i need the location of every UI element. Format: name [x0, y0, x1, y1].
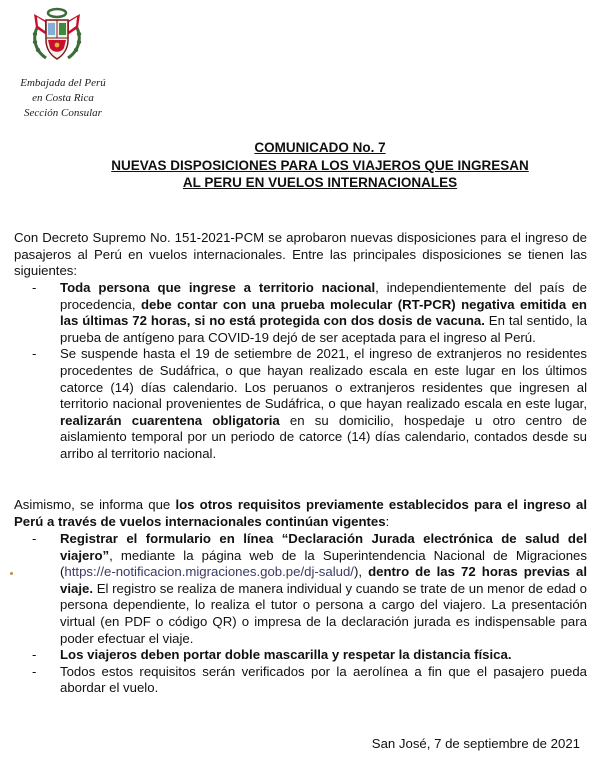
item-bold-text: Los viajeros deben portar doble mascarilla y respetar la distancia física. [60, 647, 512, 663]
bullet-dash: - [32, 531, 37, 546]
title-line-3: AL PERU EN VUELOS INTERNACIONALES [182, 175, 458, 190]
item-text: En tal sentido, la prueba de antígeno para COVID-19 dejó de ser aceptada para el ingreso al Perú. [60, 313, 587, 345]
item-text: ), [353, 564, 369, 580]
requirements-paragraph [14, 497, 587, 530]
intro-paragraph: Con Decreto Supremo No. 151-2021-PCM se aprobaron nuevas disposiciones para el ingreso de pasajeros al Perú en vuelos internacionales. Entre las principales disposiciones se tienen las siguientes: [14, 230, 587, 279]
embassy-line-1: Embajada del Perú [20, 77, 106, 89]
bullet-dash: - [32, 647, 37, 663]
signature-date: San José, 7 de septiembre de 2021 [371, 736, 580, 751]
item-text: Se suspende hasta el 19 de setiembre de 2021, el ingreso de extranjeros no residentes procedentes de Sudáfrica, o que hayan realizado escala en este lugar en los últimos catorce (14) días calendario. Los peruanos o extranjeros residentes que ingresen al territorio nacional provenientes de Sudáfrica, o que hayan realizado escala en este lugar, [60, 346, 587, 412]
list-item [28, 664, 587, 697]
embassy-line-3: Sección Consular [24, 107, 102, 119]
item-bold-text: Registrar el formulario en línea “Declaración Jurada electrónica de salud del viajero” [60, 531, 587, 563]
communique-number: COMUNICADO No. 7 [254, 140, 386, 155]
item-text: , independientemente del país de procedencia, [60, 280, 587, 312]
new-measures-list [28, 280, 587, 463]
item-text: en su domicilio, hospedaje u otro centro de aislamiento temporal por un periodo de catorce (14) días calendario, contados desde su arribo al territorio nacional. [60, 412, 587, 461]
item-bold-text: Toda persona que ingrese a territorio nacional [60, 280, 376, 295]
para-text: : [385, 513, 390, 529]
requirements-list [28, 531, 587, 697]
item-bold-text: debe contar con una prueba molecular (RT-PCR) negativa emitida en las últimas 72 horas, si no está protegida con dos dosis de vacuna. [60, 296, 587, 329]
item-bold-text: realizarán cuarentena obligatoria [60, 412, 280, 428]
list-item [28, 647, 587, 664]
item-text: , mediante la página web de la Superintendencia Nacional de Migraciones ( [60, 547, 587, 580]
list-item [28, 531, 587, 647]
peru-coat-of-arms-icon [28, 6, 86, 68]
title-line-2: NUEVAS DISPOSICIONES PARA LOS VIAJEROS QUE INGRESAN [111, 158, 529, 173]
item-text: El registro se realiza de manera individual y cuando se trate de un menor de edad o persona dependiente, lo realiza el tutor o persona a cargo del viajero. La presentación virtual (en PDF o código QR) o impresa de la declaración jurada es indispensable para poder efectuar el viaje. [60, 580, 587, 646]
bullet-dash: - [32, 280, 37, 295]
scan-mark [10, 572, 13, 575]
bullet-dash: - [32, 346, 37, 362]
list-item [28, 280, 587, 346]
bullet-dash: - [32, 663, 37, 679]
para-bold-text: los otros requisitos previamente establecidos para el ingreso al Perú a través de vuelos internacionales continúan vigentes [14, 497, 587, 529]
list-item [28, 346, 587, 462]
embassy-line-2: en Costa Rica [32, 92, 94, 104]
migraciones-link[interactable]: https://e-notificacion.migraciones.gob.pe/dj-salud/ [64, 564, 354, 580]
para-text: Asimismo, se informa que [14, 497, 176, 512]
item-bold-text: dentro de las 72 horas previas al viaje. [60, 564, 587, 596]
item-text: Todos estos requisitos serán verificados por la aerolínea a fin que el pasajero pueda abordar el vuelo. [60, 663, 587, 696]
embassy-heading [12, 76, 114, 121]
